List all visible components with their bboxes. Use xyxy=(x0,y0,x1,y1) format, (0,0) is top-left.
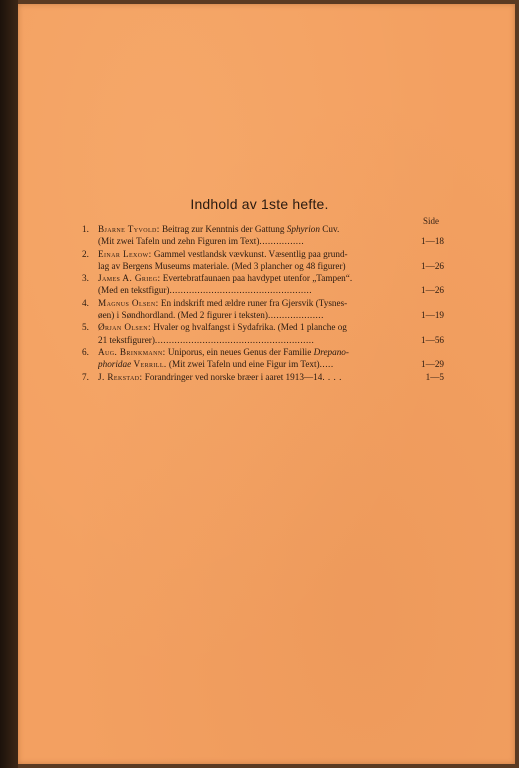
entry-number: 5. xyxy=(82,322,89,333)
entry-title: Beitrag zur Kenntnis der Gattung xyxy=(162,224,285,234)
entry-title: Gammel vestlandsk vævkunst. Væsentlig paa grund- xyxy=(153,248,348,259)
toc-entry xyxy=(82,346,444,371)
entry-pages: 1—5 xyxy=(425,371,444,382)
entry-pages: 1—19 xyxy=(421,310,444,321)
entry-title-cont: (Med en tekstfigur) xyxy=(98,285,170,296)
toc-entry xyxy=(82,321,444,346)
entry-title: Hvaler og hvalfangst i Sydafrika. (Med 1 planche og xyxy=(153,322,347,333)
entry-number: 7. xyxy=(82,371,89,382)
entry-title: Uniporus, ein neues Genus der Familie xyxy=(167,346,312,357)
entry-pages: 1—29 xyxy=(421,359,444,370)
entry-leader-dots: ................................................... xyxy=(169,285,313,296)
entry-leader-dots: ......................................................... xyxy=(154,334,315,345)
entry-title: En indskrift med ældre runer fra Gjersvik (Tysnes- xyxy=(160,297,348,308)
entry-title-italic: phoridae xyxy=(98,359,132,370)
entry-leader-dots: .................... xyxy=(267,310,324,321)
entry-number: 3. xyxy=(82,273,89,284)
entry-title-cont: (Mit zwei Tafeln und eine Figur im Text) xyxy=(168,359,320,370)
entry-author: Aug. Brinkmann: xyxy=(98,346,166,357)
entry-author: Bjarne Tyvold: xyxy=(98,224,160,234)
entry-title-cont: lag av Bergens Museums materiale. (Med 3 plancher og 48 figurer) xyxy=(98,260,346,271)
toc-entry xyxy=(82,248,444,273)
scan-edge xyxy=(0,0,18,768)
entry-title: Evertebratfaunaen paa havdypet utenfor „Tampen“. xyxy=(162,273,353,284)
entry-author: Ørjan Olsen: xyxy=(98,322,151,333)
entry-pages: 1—56 xyxy=(421,334,444,345)
toc-entry xyxy=(82,371,444,383)
entry-leader-dots: ................ xyxy=(259,236,305,247)
entry-title-cont: 21 tekstfigurer) xyxy=(98,334,155,345)
entry-author: Einar Lexow: xyxy=(98,248,152,259)
entry-title-italic: Drepano- xyxy=(313,346,349,357)
page-sheet xyxy=(18,4,515,764)
entry-number: 6. xyxy=(82,346,89,357)
entry-title-tail: Cuv. xyxy=(322,224,340,234)
table-of-contents xyxy=(82,223,444,383)
entry-number: 1. xyxy=(82,224,89,234)
page-title: Indhold av 1ste hefte. xyxy=(190,196,329,212)
entry-leader-dots xyxy=(346,260,419,272)
entry-pages: 1—26 xyxy=(421,260,444,271)
entry-number: 2. xyxy=(82,248,89,259)
page-column-label: Side xyxy=(423,216,440,226)
entry-title-cont: (Mit zwei Tafeln und zehn Figuren im Text) xyxy=(98,236,260,247)
entry-taxon-author: Verrill. xyxy=(133,359,167,370)
entry-pages: 1—26 xyxy=(421,285,444,296)
entry-author: James A. Grieg: xyxy=(98,273,161,284)
toc-entry xyxy=(82,297,444,322)
entry-pages: 1—18 xyxy=(421,236,444,247)
toc-entry xyxy=(82,223,444,248)
entry-number: 4. xyxy=(82,297,89,308)
entry-title-cont: øen) i Søndhordland. (Med 2 figurer i teksten) xyxy=(98,310,268,321)
entry-title: Forandringer ved norske bræer i aaret 1913—14 xyxy=(144,371,323,382)
entry-leader-dots: . . . . xyxy=(322,371,342,382)
entry-title-italic: Sphyrion xyxy=(286,224,320,234)
entry-leader-dots: ..... xyxy=(319,359,334,370)
toc-entry xyxy=(82,272,444,297)
entry-author: Magnus Olsen: xyxy=(98,297,159,308)
entry-author: J. Rekstad: xyxy=(98,371,143,382)
